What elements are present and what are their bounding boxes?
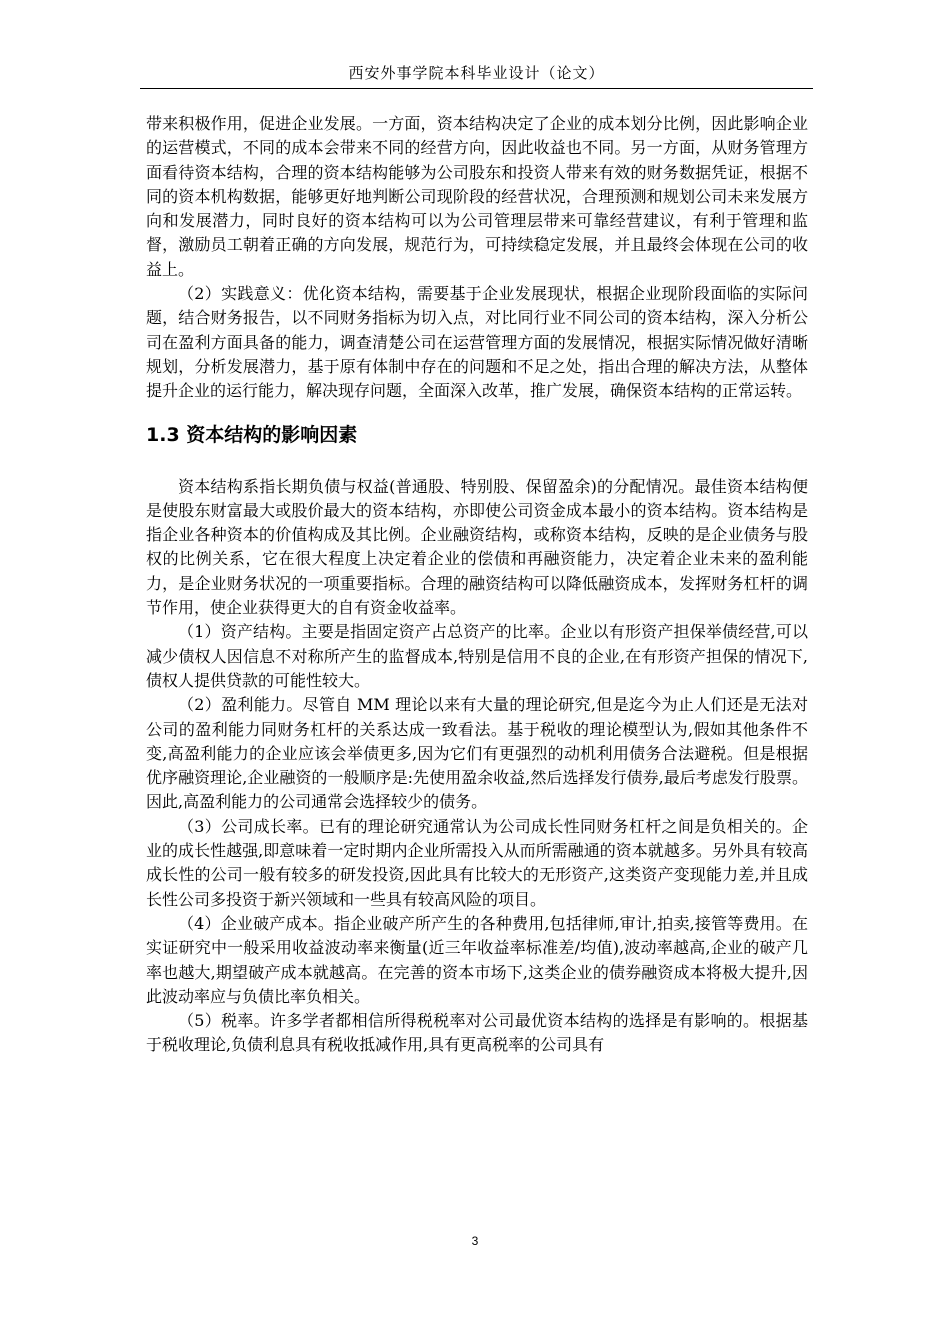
- paragraph: 带来积极作用，促进企业发展。一方面，资本结构决定了企业的成本划分比例，因此影响企业的运营模式，不同的成本会带来不同的经营方向，因此收益也不同。另一方面，从财务管理方面看待资本结构，合理的资本结构能够为公司股东和投资人带来有效的财务数据凭证，根据不同的资本机构数据，能够更好地判断公司现阶段的经营状况，合理预测和规划公司未来发展方向和发展潜力，同时良好的资本结构可以为公司管理层带来可靠经营建议，有利于管理和监督，激励员工朝着正确的方向发展，规范行为，可持续稳定发展，并且最终会体现在公司的收益上。: [146, 114, 808, 279]
- page-header-title: 西安外事学院本科毕业设计（论文）: [348, 64, 605, 82]
- page-number: 3: [471, 1234, 479, 1248]
- header-divider: [140, 88, 813, 89]
- section-heading: 1.3 资本结构的影响因素: [146, 423, 358, 446]
- body-text: [146, 112, 808, 1058]
- paragraph: （5）税率。许多学者都相信所得税税率对公司最优资本结构的选择是有影响的。根据基于税收理论,负债利息具有税收抵减作用,具有更高税率的公司具有: [146, 1011, 808, 1055]
- paragraph: （2）实践意义：优化资本结构，需要基于企业发展现状，根据企业现阶段面临的实际问题，结合财务报告，以不同财务指标为切入点，对比同行业不同公司的资本结构，深入分析公司在盈利方面具备的能力，调查清楚公司在运营管理方面的发展情况，根据实际情况做好清晰规划，分析发展潜力，基于原有体制中存在的问题和不足之处，指出合理的解决方法，从整体提升企业的运行能力，解决现存问题，全面深入改革，推广发展，确保资本结构的正常运转。: [146, 284, 808, 401]
- paragraph: （1）资产结构。主要是指固定资产占总资产的比率。企业以有形资产担保举债经营,可以减少债权人因信息不对称所产生的监督成本,特别是信用不良的企业,在有形资产担保的情况下,债权人提供贷款的可能性较大。: [146, 622, 808, 690]
- paragraph: 资本结构系指长期负债与权益(普通股、特别股、保留盈余)的分配情况。最佳资本结构便是使股东财富最大或股价最大的资本结构，亦即使公司资金成本最小的资本结构。资本结构是指企业各种资本的价值构成及其比例。企业融资结构，或称资本结构，反映的是企业债务与股权的比例关系，它在很大程度上决定着企业的偿债和再融资能力，决定着企业未来的盈利能力，是企业财务状况的一项重要指标。合理的融资结构可以降低融资成本，发挥财务杠杆的调节作用，使企业获得更大的自有资金收益率。: [146, 476, 808, 618]
- paragraph: （4）企业破产成本。指企业破产所产生的各种费用,包括律师,审计,拍卖,接管等费用。在实证研究中一般采用收益波动率来衡量(近三年收益率标准差/均值),波动率越高,企业的破产几率也越大,期望破产成本就越高。在完善的资本市场下,这类企业的债券融资成本将极大提升,因此波动率应与负债比率负相关。: [146, 913, 808, 1006]
- paragraph: （3）公司成长率。已有的理论研究通常认为公司成长性同财务杠杆之间是负相关的。企业的成长性越强,即意味着一定时期内企业所需投入从而所需融通的资本就越多。另外具有较高成长性的公司一般有较多的研发投资,因此具有比较大的无形资产,这类资产变现能力差,并且成长性公司多投资于新兴领域和一些具有较高风险的项目。: [146, 816, 808, 909]
- paragraph: （2）盈利能力。尽管自 MM 理论以来有大量的理论研究,但是迄今为止人们还是无法对公司的盈利能力同财务杠杆的关系达成一致看法。基于税收的理论模型认为,假如其他条件不变,高盈利能力的企业应该会举债更多,因为它们有更强烈的动机利用债务合法避税。但是根据优序融资理论,企业融资的一般顺序是:先使用盈余收益,然后选择发行债券,最后考虑发行股票。因此,高盈利能力的公司通常会选择较少的债务。: [146, 695, 808, 812]
